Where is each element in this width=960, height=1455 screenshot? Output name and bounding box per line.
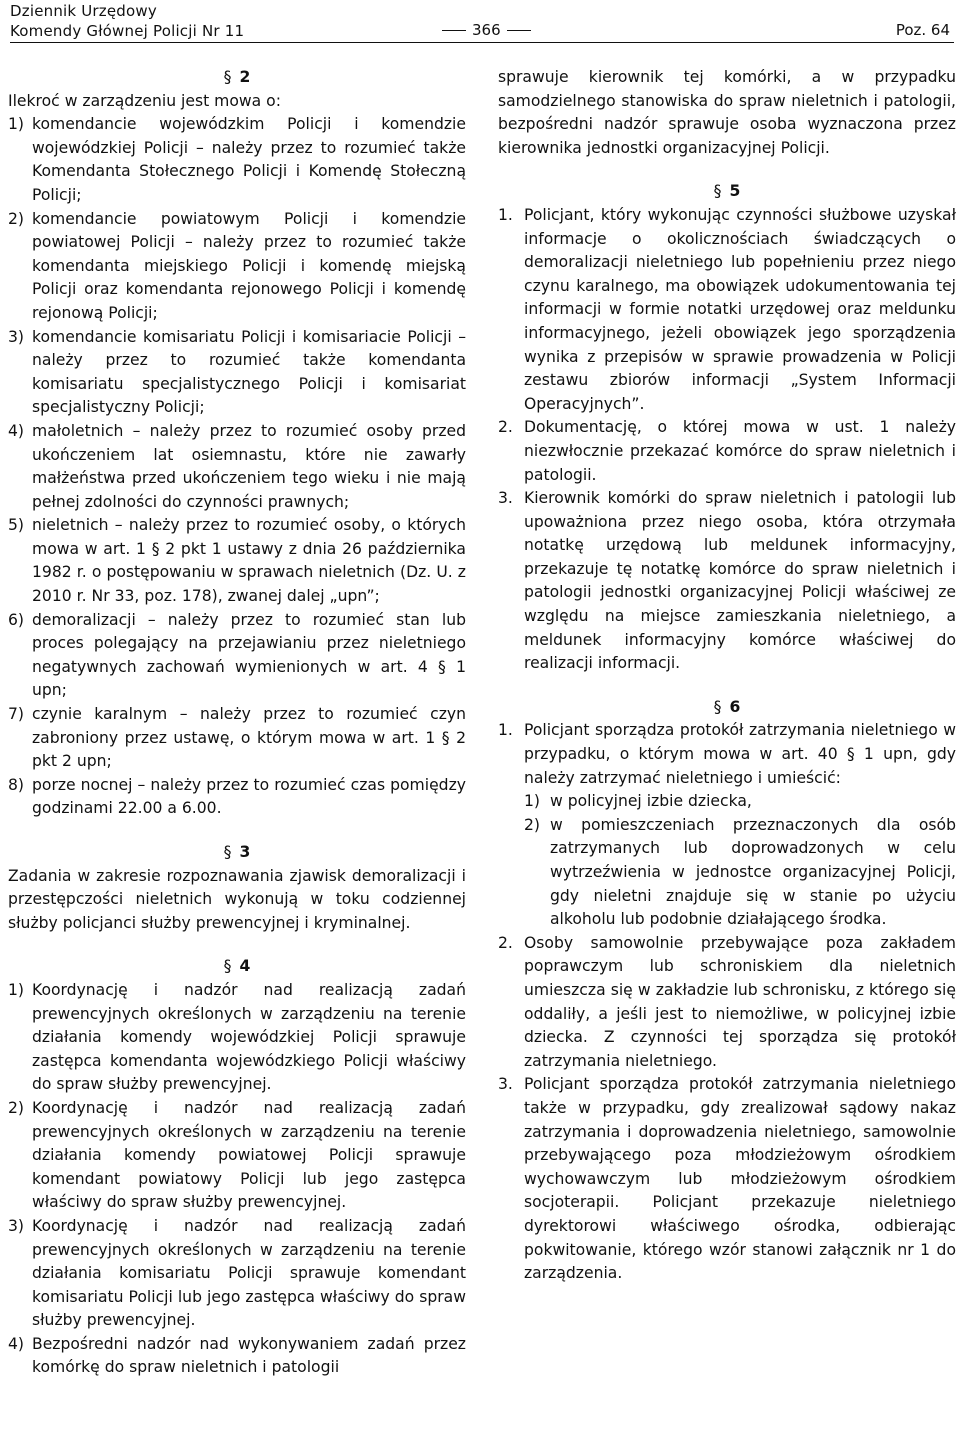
page-header: [10, 2, 954, 42]
section-sign-icon: §: [713, 182, 722, 201]
list-item: [498, 1073, 956, 1285]
item-number: 4): [8, 421, 25, 440]
list-item: [498, 487, 956, 676]
spacer: [8, 821, 466, 841]
spacer: [498, 160, 956, 180]
header-row: [10, 21, 954, 40]
item-number: 3.: [498, 1075, 513, 1094]
item-number: 6): [8, 610, 25, 629]
section-2-intro: Ilekroć w zarządzeniu jest mowa o:: [8, 91, 281, 110]
item-number: 2): [8, 1098, 25, 1117]
list-item: [498, 719, 956, 790]
sub-list-item: [498, 790, 956, 814]
item-number: 1): [8, 980, 25, 999]
position-number: Poz. 64: [895, 21, 950, 39]
item-text: porze nocnej – należy przez to rozumieć czas pomiędzy godzinami 22.00 a 6.00.: [32, 775, 466, 818]
journal-title: Dziennik Urzędowy: [10, 2, 157, 20]
section-5-number: 5: [729, 182, 741, 201]
item-text: komendancie powiatowym Policji i komendzie powiatowej Policji – należy przez to rozumieć także komendanta miejskiego Policji i komendę miejską Policji oraz komendanta rejonowego Policji i komendę rejonową Policji;: [32, 209, 466, 322]
section-5-list: [498, 204, 956, 676]
item-number: 7): [8, 705, 25, 724]
list-item: [498, 416, 956, 487]
item-number: 3): [8, 1216, 25, 1235]
item-text: w policyjnej izbie dziecka,: [550, 792, 752, 811]
right-column: [498, 66, 956, 1286]
item-number: 1.: [498, 205, 513, 224]
section-2-number: 2: [239, 68, 251, 86]
item-number: 8): [8, 775, 25, 794]
list-item: [8, 609, 466, 703]
spacer: [498, 676, 956, 696]
item-text: Policjant sporządza protokół zatrzymania nieletniego także w przypadku, gdy zrealizował sądowy nakaz zatrzymania i doprowadzenia nieletniego, samowolnie przebywającego poza młodzieżowym ośrodkiem wychowawczym lub młodzieżowym ośrodkiem socjoterapii. Policjant przekazuje nieletniego dyrektorowi właściwego ośrodka, odbierając pokwitowanie, którego wzór stanowi załącznik nr 1 do zarządzenia.: [524, 1075, 956, 1283]
list-item: [498, 204, 956, 416]
item-text: w pomieszczeniach przeznaczonych dla osób zatrzymanych lub doprowadzonych w celu wytrzeźwienia w jednostce organizacyjnej Policji, gdy nieletni znajduje się w stanie po użyciu alkoholu lub podobnie działającego środka.: [550, 815, 956, 929]
list-item: [498, 932, 956, 1074]
list-item: [8, 1215, 466, 1333]
section-sign-icon: §: [223, 68, 232, 86]
spacer: [8, 935, 466, 955]
item-number: 3): [8, 327, 25, 346]
item-text: Policjant sporządza protokół zatrzymania nieletniego w przypadku, o którym mowa w art. 40 § 1 upn, gdy należy zatrzymać nieletniego i umieścić:: [524, 721, 956, 787]
item-text: Policjant, który wykonując czynności służbowe uzyskał informacje o okolicznościach świadczących o demoralizacji nieletniego lub popełnieniu przez niego czynu karalnego, ma obowiązek udokumentowania tej informacji w formie notatki urzędowej oraz meldunku informacyjnego, jeżeli obowiązek jego sporządzenia wynika z przepisów w sprawie prowadzenia w Policji zestawu zbiorów informacji „System Informacji Operacyjnych”.: [524, 205, 956, 413]
section-sign-icon: §: [223, 957, 232, 976]
item-number: 1.: [498, 721, 513, 740]
item-number: 2): [8, 209, 25, 228]
section-6-number: 6: [729, 697, 741, 716]
section-4-list: [8, 979, 466, 1380]
list-item: [8, 113, 466, 207]
list-item: [8, 774, 466, 821]
list-item: [8, 1333, 466, 1380]
sub-list-item: [498, 814, 956, 932]
item-text: nieletnich – należy przez to rozumieć osoby, o których mowa w art. 1 § 2 pkt 1 ustawy z dnia 26 października 1982 r. o postępowaniu w sprawach nieletnich (Dz. U. z 2010 r. Nr 33, poz. 178), zwanej dalej „upn”;: [32, 516, 466, 606]
section-2-heading: [8, 66, 466, 90]
item-number: 2): [524, 815, 541, 834]
section-2-list: [8, 113, 466, 821]
section-5-heading: [498, 180, 956, 204]
item-text: małoletnich – należy przez to rozumieć osoby przed ukończeniem lat osiemnastu, które nie zawarły małżeństwa przed ukończeniem tego wieku i nie mają pełnej zdolności do czynności prawnych;: [32, 421, 466, 511]
page-number-block: [436, 21, 537, 40]
item-text: Dokumentację, o której mowa w ust. 1 należy niezwłocznie przekazać komórce do spraw nieletnich i patologii.: [524, 418, 956, 484]
section-sign-icon: §: [223, 843, 232, 861]
authority-name: Komendy Głównej Policji Nr 11: [10, 22, 245, 40]
section-4-number: 4: [239, 957, 251, 976]
item-text: Koordynację i nadzór nad realizacją zadań prewencyjnych określonych w zarządzeniu na terenie działania komendy wojewódzkiej Policji sprawuje zastępca komendanta wojewódzkiego Policji właściwy do spraw służby prewencyjnej.: [32, 980, 466, 1094]
section-3-number: 3: [239, 843, 251, 861]
list-item: [8, 979, 466, 1097]
list-item: [8, 1097, 466, 1215]
section-3-text: Zadania w zakresie rozpoznawania zjawisk demoralizacji i przestępczości nieletnich wykonują w toku codziennej służby policjanci służby prewencyjnej i kryminalnej.: [8, 866, 466, 932]
item-text: Bezpośredni nadzór nad wykonywaniem zadań przez komórkę do spraw nieletnich i patologii: [32, 1334, 466, 1377]
item-text: Osoby samowolnie przebywające poza zakładem poprawczym lub schroniskiem dla nieletnich umieszcza się w zakładzie lub schronisku, z którego się oddaliły, a jeśli jest to niemożliwe, w policyjnej izbie dziecka. Z czynności tej sporządza się protokół zatrzymania nieletniego.: [524, 933, 956, 1070]
section-sign-icon: §: [713, 697, 722, 716]
header-rule: [10, 42, 954, 43]
item-number: 1): [8, 115, 25, 134]
list-item: [8, 514, 466, 608]
item-number: 4): [8, 1334, 25, 1353]
item-text: komendancie wojewódzkim Policji i komendzie wojewódzkiej Policji – należy przez to rozumieć także Komendanta Stołecznego Policji i Komendę Stołeczną Policji;: [32, 115, 466, 204]
section-6-list: [498, 719, 956, 1285]
item-number: 1): [524, 792, 541, 811]
item-number: 3.: [498, 489, 513, 508]
section-4-continuation: sprawuje kierownik tej komórki, a w przypadku samodzielnego stanowiska do spraw nieletnich i patologii, bezpośredni nadzór sprawuje osoba wyznaczona przez kierownika jednostki organizacyjnej Policji.: [498, 68, 956, 157]
item-text: Kierownik komórki do spraw nieletnich i patologii lub upoważniona przez niego osoba, która otrzymała notatkę urzędową lub meldunek informacyjny, przekazuje tę notatkę komórce do spraw nieletnich i patologii jednostki organizacyjnej Policji właściwej ze względu na miejsce zamieszkania nieletniego, a meldunek informacyjny komórce właściwej do realizacji informacji.: [524, 489, 956, 673]
item-text: Koordynację i nadzór nad realizacją zadań prewencyjnych określonych w zarządzeniu na terenie działania komendy powiatowej Policji sprawuje komendant powiatowy Policji lub jego zastępca właściwy do spraw służby prewencyjnej.: [32, 1098, 466, 1212]
section-4-heading: [8, 955, 466, 979]
dash-right: [507, 30, 531, 31]
item-text: czynie karalnym – należy przez to rozumieć czyn zabroniony przez ustawę, o którym mowa w art. 1 § 2 pkt 2 upn;: [32, 705, 466, 771]
list-item: [8, 208, 466, 326]
list-item: [8, 326, 466, 420]
item-number: 5): [8, 516, 25, 535]
left-column: [8, 66, 466, 1380]
section-3-heading: [8, 841, 466, 865]
item-number: 2.: [498, 933, 513, 952]
item-text: demoralizacji – należy przez to rozumieć stan lub proces polegający na przejawianiu przez nieletniego negatywnych zachowań wymienionych w art. 4 § 1 upn;: [32, 610, 466, 700]
section-6-heading: [498, 696, 956, 720]
list-item: [8, 703, 466, 774]
item-text: Koordynację i nadzór nad realizacją zadań prewencyjnych określonych w zarządzeniu na terenie działania komisariatu Policji sprawuje komendant komisariatu Policji lub jego zastępca właściwy do spraw służby prewencyjnej.: [32, 1216, 466, 1330]
list-item: [8, 420, 466, 514]
dash-left: [442, 30, 466, 31]
page-number: 366: [472, 21, 501, 39]
item-number: 2.: [498, 418, 513, 437]
item-text: komendancie komisariatu Policji i komisariacie Policji – należy przez to rozumieć także komendanta komisariatu specjalistycznego Policji i komisariat specjalistyczny Policji;: [32, 327, 466, 417]
